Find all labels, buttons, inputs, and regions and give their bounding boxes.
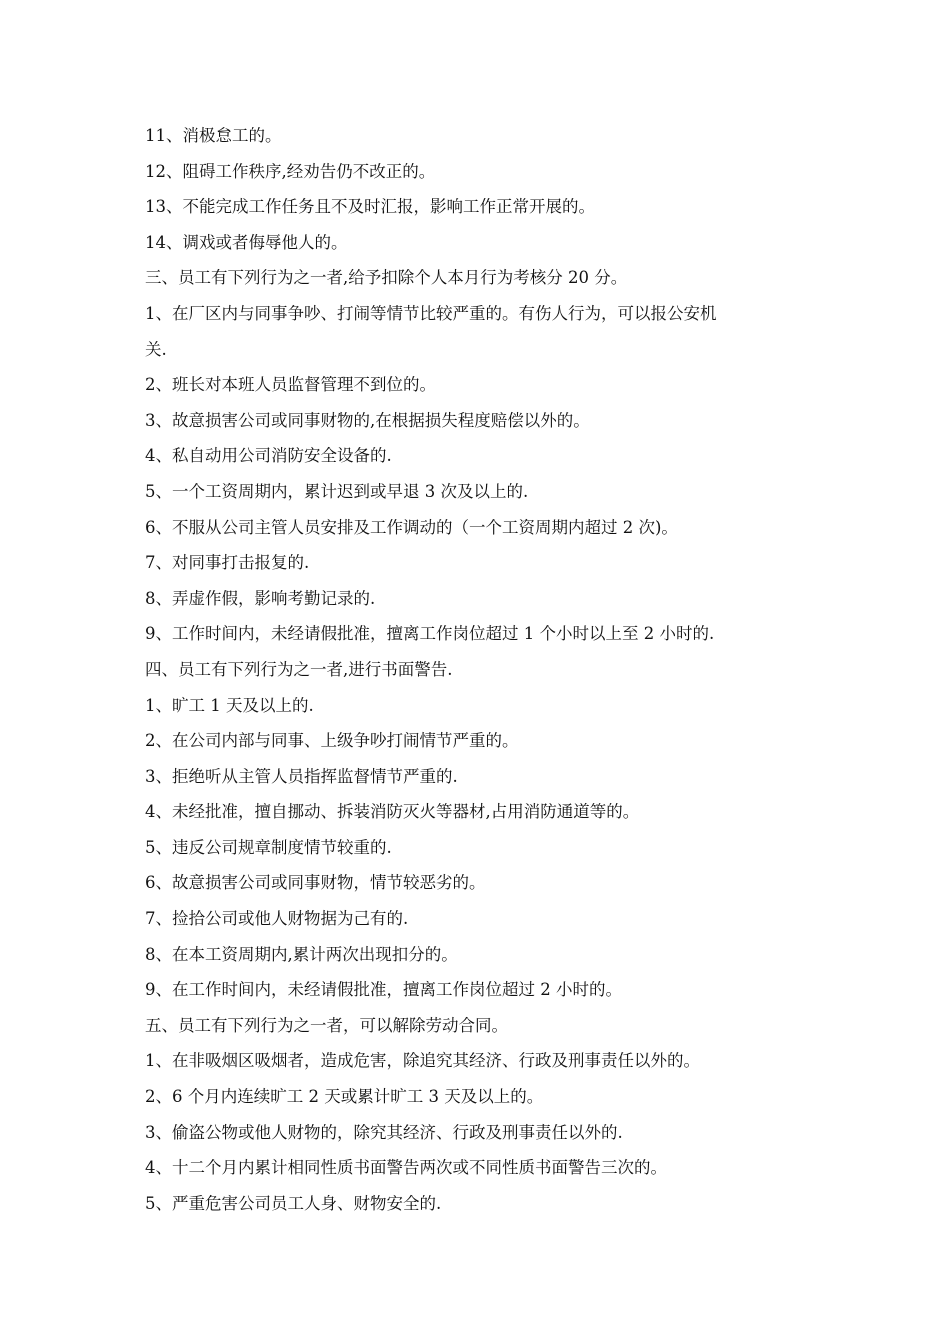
text-line: 4、未经批准，擅自挪动、拆装消防灭火等器材,占用消防通道等的。	[145, 802, 640, 822]
text-line: 9、在工作时间内，未经请假批准，擅离工作岗位超过 2 小时的。	[145, 980, 622, 1000]
text-line: 5、一个工资周期内，累计迟到或早退 3 次及以上的.	[145, 481, 529, 501]
text-line: 9、工作时间内，未经请假批准，擅离工作岗位超过 1 个小时以上至 2 小时的.	[145, 624, 715, 644]
text-line: 1、在厂区内与同事争吵、打闹等情节比较严重的。有伤人行为，可以报公安机	[145, 303, 717, 323]
text-line: 13、不能完成工作任务且不及时汇报，影响工作正常开展的。	[145, 197, 595, 217]
text-line-continuation: 关.	[145, 339, 167, 359]
text-line: 14、调戏或者侮辱他人的。	[145, 232, 348, 252]
text-line: 11、消极怠工的。	[145, 126, 282, 145]
text-line: 7、对同事打击报复的.	[145, 553, 310, 573]
text-line: 3、拒绝听从主管人员指挥监督情节严重的.	[145, 766, 458, 786]
document-body	[145, 118, 815, 1221]
text-line: 2、班长对本班人员监督管理不到位的。	[145, 375, 436, 395]
text-line: 3、偷盗公物或他人财物的，除究其经济、行政及刑事责任以外的.	[145, 1122, 623, 1142]
text-line: 1、在非吸烟区吸烟者，造成危害，除追究其经济、行政及刑事责任以外的。	[145, 1051, 700, 1071]
text-line: 5、违反公司规章制度情节较重的.	[145, 837, 392, 857]
text-line: 12、阻碍工作秩序,经劝告仍不改正的。	[145, 161, 436, 181]
text-line: 8、在本工资周期内,累计两次出现扣分的。	[145, 944, 458, 964]
section-heading: 三、员工有下列行为之一者,给予扣除个人本月行为考核分 20 分。	[145, 268, 628, 288]
text-line: 5、严重危害公司员工人身、财物安全的.	[145, 1193, 442, 1213]
text-line: 2、在公司内部与同事、上级争吵打闹情节严重的。	[145, 731, 519, 751]
section-heading: 五、员工有下列行为之一者，可以解除劳动合同。	[145, 1015, 508, 1035]
text-line: 3、故意损害公司或同事财物的,在根据损失程度赔偿以外的。	[145, 410, 590, 430]
text-line: 6、不服从公司主管人员安排及工作调动的（一个工资周期内超过 2 次)。	[145, 517, 678, 537]
text-line: 4、十二个月内累计相同性质书面警告两次或不同性质书面警告三次的。	[145, 1158, 667, 1178]
text-line: 6、故意损害公司或同事财物，情节较恶劣的。	[145, 873, 486, 893]
text-line: 7、捡拾公司或他人财物据为己有的.	[145, 909, 409, 929]
section-heading: 四、员工有下列行为之一者,进行书面警告.	[145, 659, 453, 679]
text-line: 1、旷工 1 天及以上的.	[145, 695, 314, 715]
text-line: 2、6 个月内连续旷工 2 天或累计旷工 3 天及以上的。	[145, 1087, 544, 1107]
text-line: 4、私自动用公司消防安全设备的.	[145, 446, 392, 466]
text-line: 8、弄虚作假，影响考勤记录的.	[145, 588, 376, 608]
